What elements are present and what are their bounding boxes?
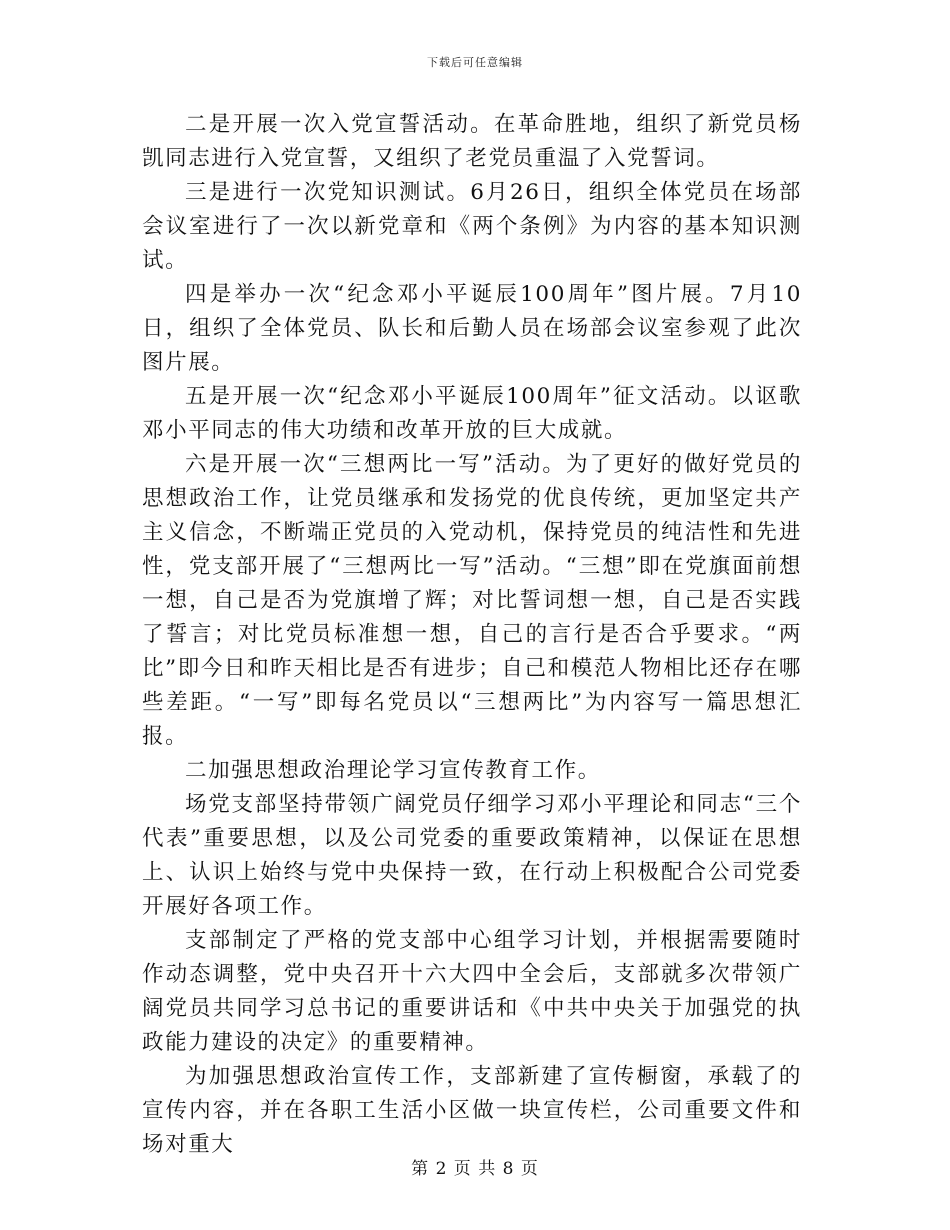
paragraph: 为加强思想政治宣传工作，支部新建了宣传橱窗，承载了的宣传内容，并在各职工生活小区做一块宣传栏，公司重要文件和场对重大 <box>142 1064 802 1157</box>
section-heading: 二加强思想政治理论学习宣传教育工作。 <box>185 758 601 783</box>
page-header: 下载后可任意编辑 <box>427 56 523 69</box>
paragraph: 六是开展一次“三想两比一写”活动。为了更好的做好党员的思想政治工作，让党员继承和发扬党的优良传统，更加坚定共产主义信念，不断端正党员的入党动机，保持党员的纯洁性和先进性，党支部开展了“三想两比一写”活动。“三想”即在党旗面前想一想，自己是否为党旗增了辉；对比誓词想一想，自己是否实践了誓言；对比党员标准想一想，自己的言行是否合乎要求。“两比”即今日和昨天相比是否有进步；自己和模范人物相比还存在哪些差距。“一写”即每名党员以“三想两比”为内容写一篇思想汇报。 <box>142 452 802 749</box>
paragraph: 支部制定了严格的党支部中心组学习计划，并根据需要随时作动态调整，党中央召开十六大四中全会后，支部就多次带领广阔党员共同学习总书记的重要讲话和《中共中央关于加强党的执政能力建设的决定》的重要精神。 <box>142 928 802 1055</box>
paragraph: 三是进行一次党知识测试。6月26日，组织全体党员在场部会议室进行了一次以新党章和《两个条例》为内容的基本知识测试。 <box>142 180 802 273</box>
document-body <box>142 108 802 1162</box>
paragraph: 二是开展一次入党宣誓活动。在革命胜地，组织了新党员杨凯同志进行入党宣誓，又组织了老党员重温了入党誓词。 <box>142 112 802 171</box>
paragraph: 场党支部坚持带领广阔党员仔细学习邓小平理论和同志“三个代表”重要思想，以及公司党委的重要政策精神，以保证在思想上、认识上始终与党中央保持一致，在行动上积极配合公司党委开展好各项工作。 <box>142 792 802 919</box>
paragraph: 五是开展一次“纪念邓小平诞辰100周年”征文活动。以讴歌邓小平同志的伟大功绩和改革开放的巨大成就。 <box>142 384 802 443</box>
paragraph: 四是举办一次“纪念邓小平诞辰100周年”图片展。7月10日，组织了全体党员、队长和后勤人员在场部会议室参观了此次图片展。 <box>142 282 802 375</box>
page-number-footer: 第 2 页 共 8 页 <box>411 1159 539 1179</box>
